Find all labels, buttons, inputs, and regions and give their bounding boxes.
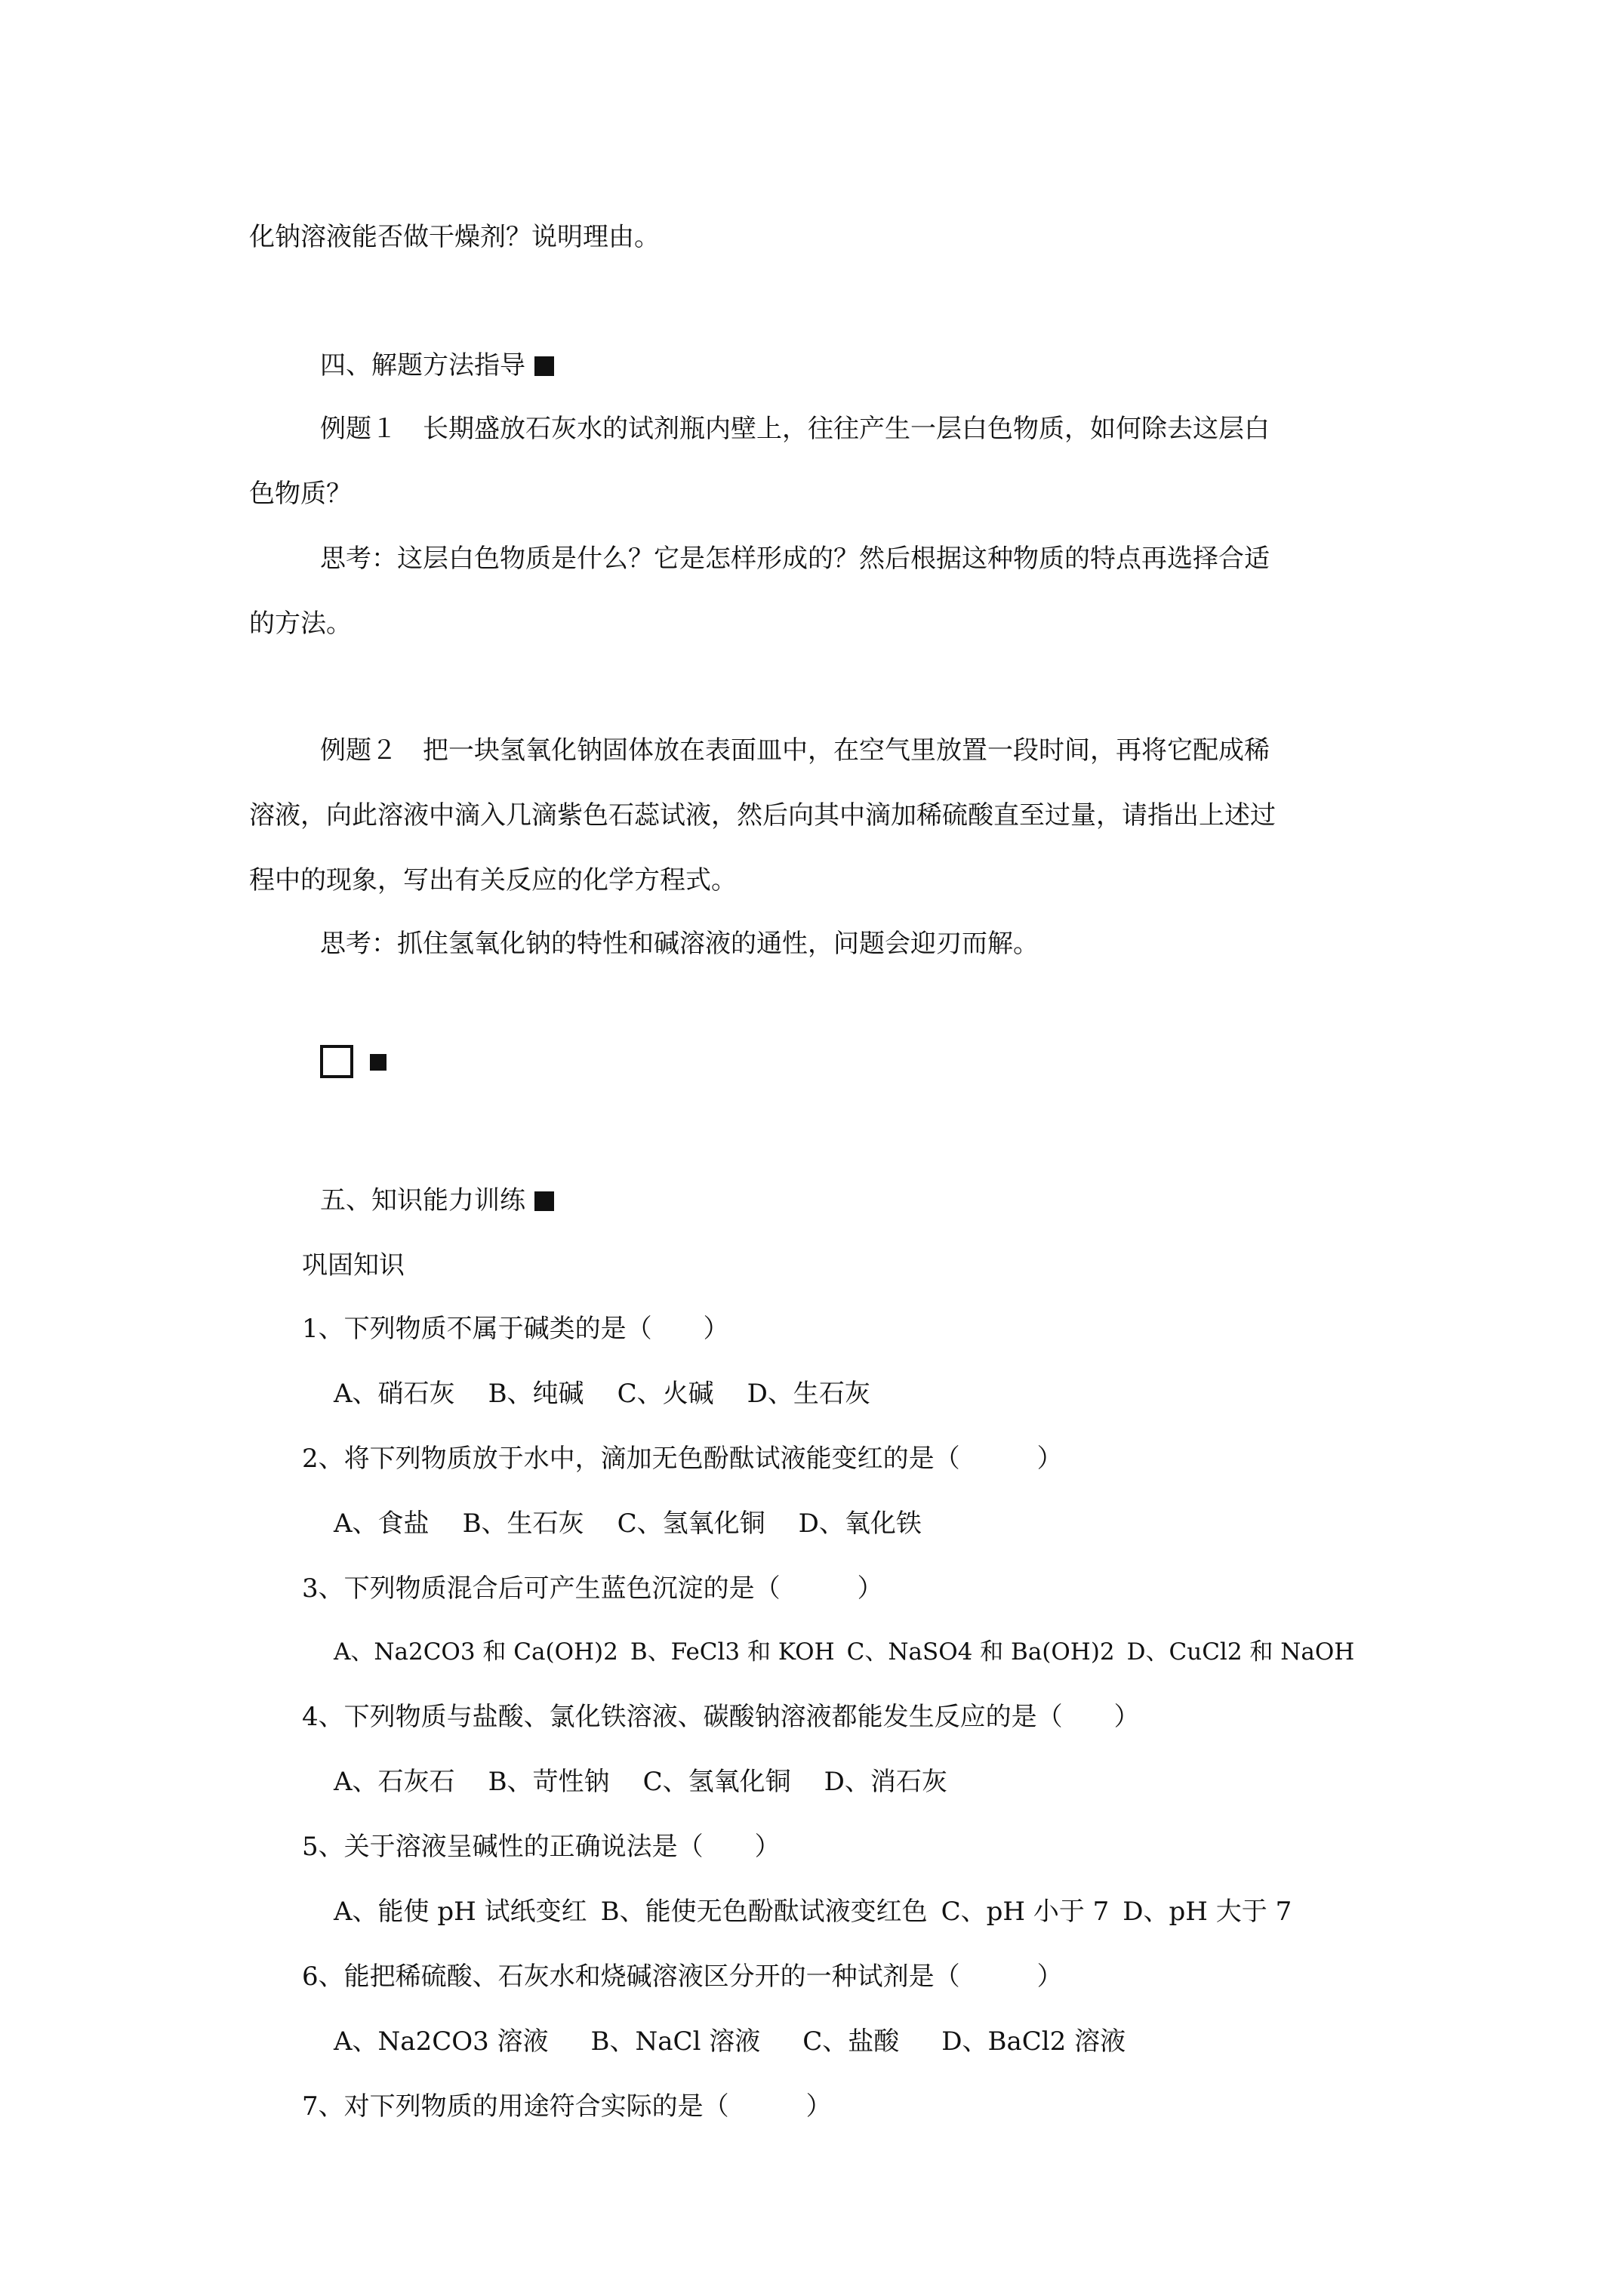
option: C、氢氧化铜 — [617, 1509, 765, 1539]
option: D、CuCl2 和 NaOH — [1126, 1638, 1355, 1666]
option: B、NaCl 溶液 — [590, 2026, 761, 2057]
option: D、BaCl2 溶液 — [941, 2026, 1126, 2057]
intro-line: 化钠溶液能否做干燥剂？说明理由。 — [249, 222, 660, 252]
box-marker — [320, 1045, 387, 1079]
section-5-subheading: 巩固知识 — [302, 1250, 405, 1281]
question-5: 5、关于溶液呈碱性的正确说法是（ ） — [302, 1832, 781, 1862]
example-2-line-3: 程中的现象，写出有关反应的化学方程式。 — [249, 865, 737, 895]
question-2: 2、将下列物质放于水中，滴加无色酚酞试液能变红的是（ ） — [302, 1444, 1063, 1474]
square-bullet-icon — [370, 1054, 387, 1071]
example-2-line-2: 溶液，向此溶液中滴入几滴紫色石蕊试液，然后向其中滴加稀硫酸直至过量，请指出上述过 — [249, 800, 1276, 831]
option: A、硝石灰 — [334, 1379, 455, 1409]
option: B、能使无色酚酞试液变红色 — [600, 1897, 928, 1927]
question-3: 3、下列物质混合后可产生蓝色沉淀的是（ ） — [302, 1573, 883, 1604]
question-6: 6、能把稀硫酸、石灰水和烧碱溶液区分开的一种试剂是（ ） — [302, 1962, 1063, 1992]
option: C、pH 小于 7 — [941, 1897, 1110, 1927]
option: C、火碱 — [617, 1379, 714, 1409]
question-4-options — [334, 1761, 981, 1798]
square-bullet-icon — [534, 356, 554, 376]
question-1: 1、下列物质不属于碱类的是（ ） — [302, 1314, 729, 1344]
option: B、生石灰 — [462, 1509, 584, 1539]
option: A、能使 pH 试纸变红 — [334, 1897, 587, 1927]
question-6-options — [334, 2020, 1126, 2057]
option: A、Na2CO3 溶液 — [334, 2026, 549, 2057]
square-bullet-icon — [534, 1191, 554, 1211]
option: C、氢氧化铜 — [642, 1767, 791, 1797]
option: A、Na2CO3 和 Ca(OH)2 — [334, 1638, 618, 1666]
question-4: 4、下列物质与盐酸、氯化铁溶液、碳酸钠溶液都能发生反应的是（ ） — [302, 1702, 1140, 1732]
option: D、消石灰 — [824, 1767, 947, 1797]
option: A、食盐 — [334, 1509, 430, 1539]
option: B、FeCl3 和 KOH — [630, 1638, 835, 1666]
question-3-options — [334, 1632, 1354, 1666]
example-2-line-1: 例题２ 把一块氢氧化钠固体放在表面皿中，在空气里放置一段时间，再将它配成稀 — [320, 735, 1270, 766]
option: C、NaSO4 和 Ba(OH)2 — [846, 1638, 1115, 1666]
section-4-heading — [320, 344, 554, 381]
empty-box-icon — [320, 1045, 353, 1078]
option: D、生石灰 — [747, 1379, 870, 1409]
option: D、pH 大于 7 — [1123, 1897, 1292, 1927]
question-5-options — [334, 1891, 1292, 1928]
question-7: 7、对下列物质的用途符合实际的是（ ） — [302, 2091, 832, 2122]
section-4-heading-text: 四、解题方法指导 — [320, 350, 525, 381]
option: C、盐酸 — [802, 2026, 900, 2057]
question-2-options — [334, 1502, 955, 1539]
think-2: 思考：抓住氢氧化钠的特性和碱溶液的通性，问题会迎刃而解。 — [320, 929, 1039, 959]
option: A、石灰石 — [334, 1767, 455, 1797]
think-1-line-2: 的方法。 — [249, 609, 352, 639]
think-1-line-1: 思考：这层白色物质是什么？它是怎样形成的？然后根据这种物质的特点再选择合适 — [320, 544, 1270, 574]
question-1-options — [334, 1373, 904, 1410]
section-5-heading-text: 五、知识能力训练 — [320, 1185, 525, 1216]
option: D、氧化铁 — [798, 1509, 922, 1539]
example-1-line-1: 例题１ 长期盛放石灰水的试剂瓶内壁上，往往产生一层白色物质，如何除去这层白 — [320, 414, 1270, 444]
example-1-line-2: 色物质？ — [249, 479, 352, 509]
option: B、纯碱 — [488, 1379, 584, 1409]
section-5-heading — [320, 1179, 554, 1216]
option: B、苛性钠 — [488, 1767, 610, 1797]
